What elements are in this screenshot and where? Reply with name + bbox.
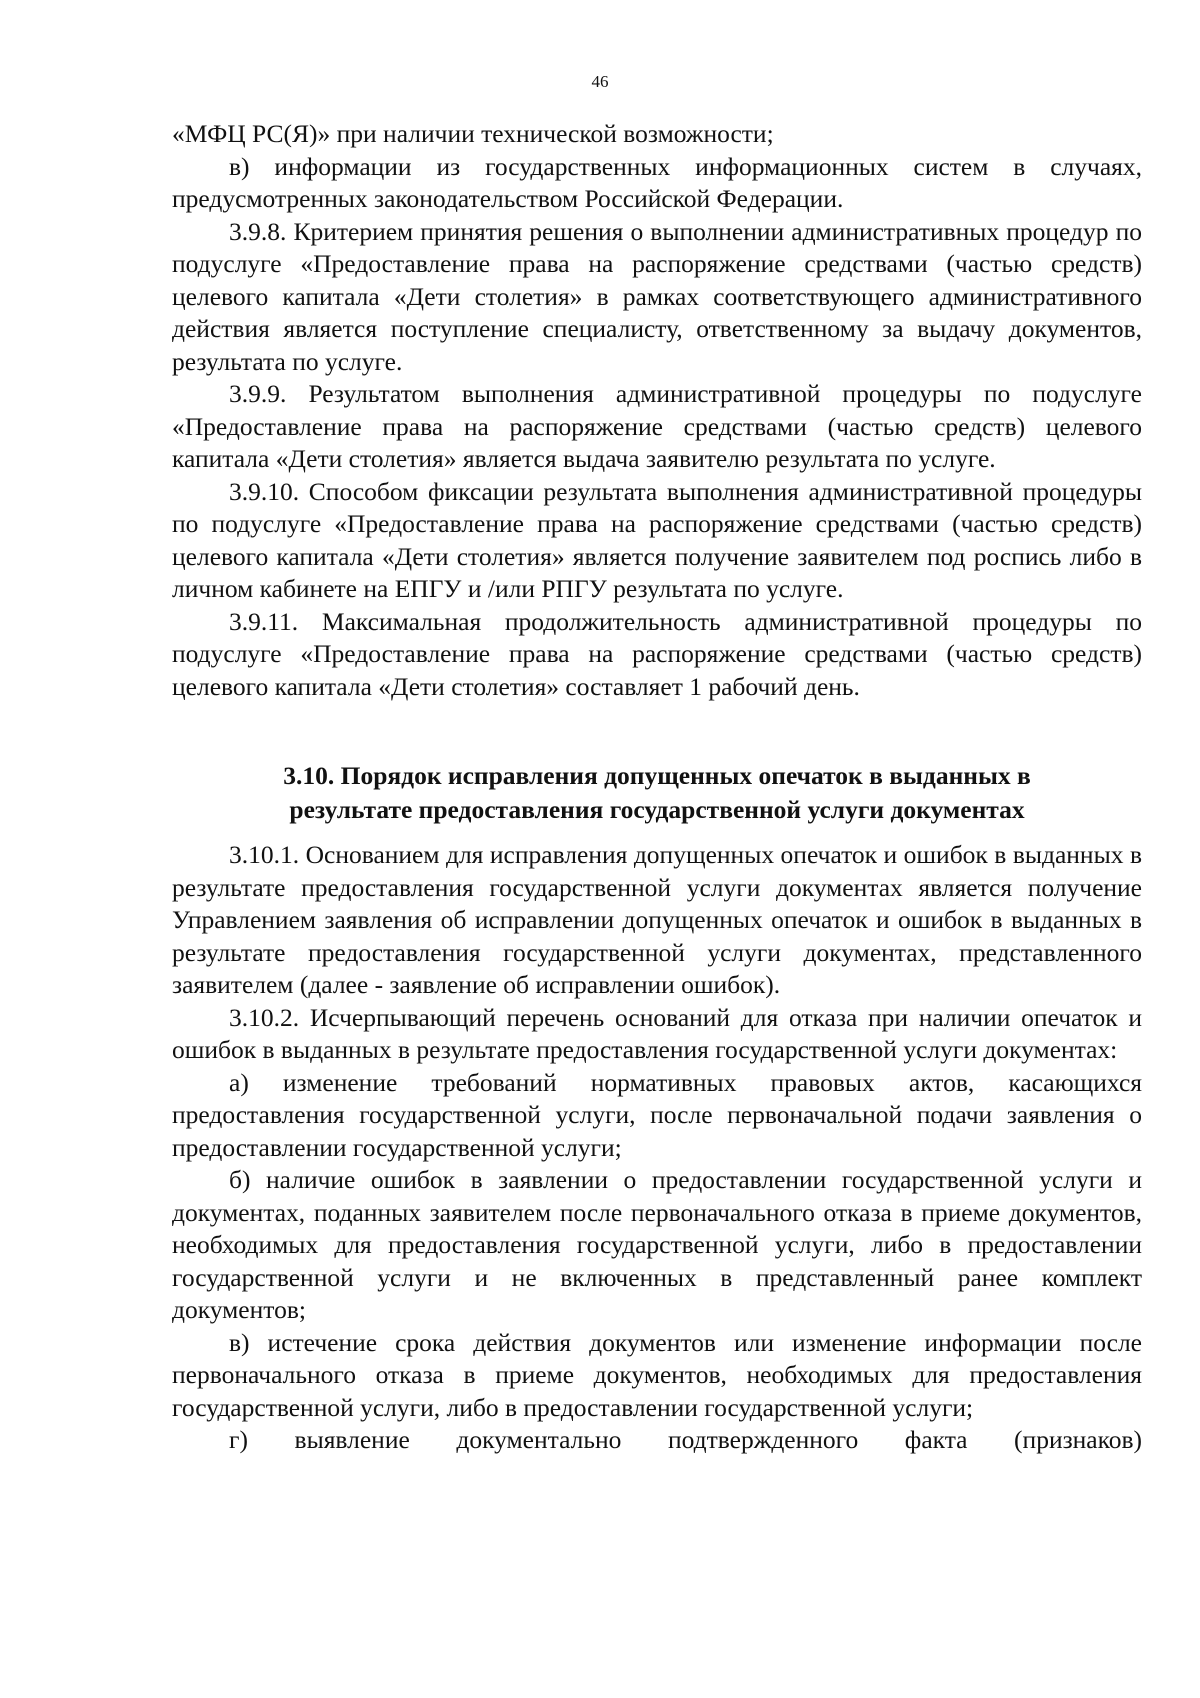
paragraph: 3.9.8. Критерием принятия решения о выполнении административных процедур по подуслуге «Предоставление права на распоряжение средствами (частью средств) целевого капитала «Дети столетия» в рамках соответствующего административного действия является поступление специалисту, ответственному за выдачу документов, результата по услуге.	[172, 216, 1142, 376]
paragraph: «МФЦ РС(Я)» при наличии технической возможности;	[172, 119, 774, 148]
section-heading-line-1: 3.10. Порядок исправления допущенных опечаток в выданных в	[283, 761, 1031, 790]
section-heading	[172, 759, 1142, 827]
paragraph: 3.9.10. Способом фиксации результата выполнения административной процедуры по подуслуге «Предоставление права на распоряжение средствами (частью средств) целевого капитала «Дети столетия» является получение заявителем под роспись либо в личном кабинете на ЕПГУ и /или РПГУ результата по услуге.	[172, 476, 1142, 603]
paragraph: в) информации из государственных информационных систем в случаях, предусмотренных законодательством Российской Федерации.	[172, 151, 1142, 213]
page-number: 46	[591, 72, 609, 91]
paragraphs-after-heading	[172, 839, 1142, 1457]
paragraph: в) истечение срока действия документов или изменение информации после первоначального отказа в приеме документов, необходимых для предоставления государственной услуги, либо в предоставлении государственной услуги;	[172, 1327, 1142, 1422]
paragraph: б) наличие ошибок в заявлении о предоставлении государственной услуги и документах, поданных заявителем после первоначального отказа в приеме документов, необходимых для предоставления государственной услуги, либо в предоставлении государственной услуги и не включенных в представленный ранее комплект документов;	[172, 1165, 1142, 1324]
paragraph: г) выявление документально подтвержденного факта (признаков)	[229, 1425, 1142, 1454]
page-content	[172, 118, 1142, 1457]
section-heading-line-2: результате предоставления государственной услуги документах	[289, 795, 1025, 824]
paragraph: 3.10.1. Основанием для исправления допущенных опечаток и ошибок в выданных в результате предоставления государственной услуги документах является получение Управлением заявления об исправлении допущенных опечаток и ошибок в выданных в результате предоставления государственной услуги документах, представленного заявителем (далее - заявление об исправлении ошибок).	[172, 840, 1142, 999]
paragraphs-before-heading	[172, 118, 1142, 703]
paragraph: а) изменение требований нормативных правовых актов, касающихся предоставления государственной услуги, после первоначальной подачи заявления о предоставлении государственной услуги;	[172, 1067, 1142, 1162]
paragraph: 3.10.2. Исчерпывающий перечень оснований для отказа при наличии опечаток и ошибок в выданных в результате предоставления государственной услуги документах:	[172, 1002, 1142, 1064]
paragraph: 3.9.9. Результатом выполнения административной процедуры по подуслуге «Предоставление права на распоряжение средствами (частью средств) целевого капитала «Дети столетия» является выдача заявителю результата по услуге.	[172, 379, 1142, 473]
paragraph: 3.9.11. Максимальная продолжительность административной процедуры по подуслуге «Предоставление права на распоряжение средствами (частью средств) целевого капитала «Дети столетия» составляет 1 рабочий день.	[172, 606, 1142, 701]
